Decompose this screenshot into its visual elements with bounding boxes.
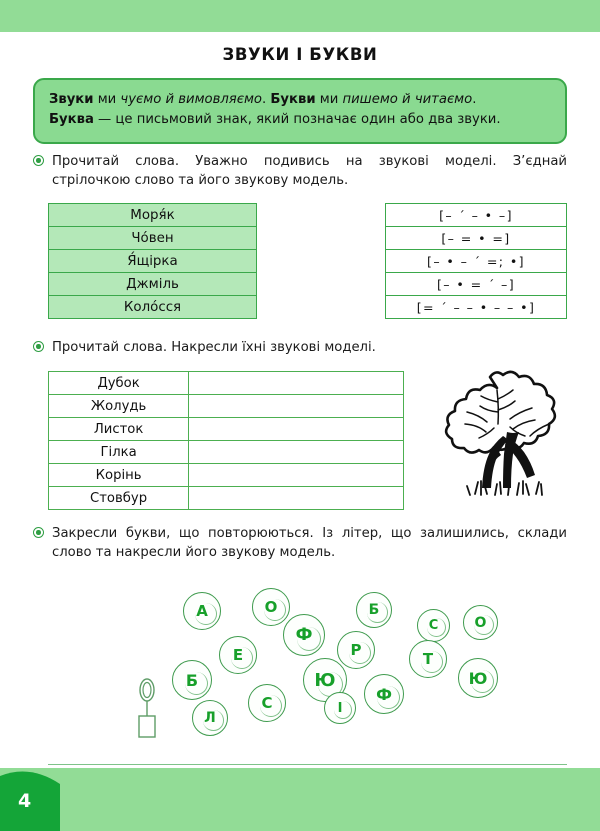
word-cell-2[interactable]: Чо́вен [49, 227, 257, 250]
letter-bubble-label: С [428, 618, 439, 633]
table-row[interactable] [49, 395, 404, 418]
letter-bubble[interactable] [324, 692, 356, 724]
sound-model-cell-5[interactable]: [= ´ – – • – – •] [386, 296, 567, 319]
letter-bubble-label: Ю [314, 669, 336, 691]
table-row[interactable] [49, 250, 257, 273]
exercise-2-table [48, 371, 404, 510]
letter-bubble[interactable] [463, 605, 498, 640]
letter-bubble[interactable] [283, 614, 325, 656]
word-cell-4[interactable]: Гілка [49, 441, 189, 464]
letter-bubble-label: Ф [295, 625, 313, 645]
answer-cell-3[interactable] [189, 418, 404, 441]
table-row[interactable] [49, 487, 404, 510]
rule-term-letters: Букви [270, 92, 316, 107]
letter-bubble[interactable] [417, 609, 450, 642]
oak-tree-icon [437, 366, 583, 512]
task-2-line-1: Прочитай слова. Накресли їхні звукові моделі. [52, 340, 376, 355]
letter-bubble-label: Ю [468, 668, 488, 688]
letter-bubble-label: Ф [376, 684, 392, 704]
table-row[interactable] [386, 227, 567, 250]
letter-bubble[interactable] [356, 592, 392, 628]
page-title: ЗВУКИ І БУКВИ [222, 45, 378, 64]
letter-bubble-label: С [261, 694, 273, 712]
rule-line-2 [49, 110, 551, 130]
letter-bubble[interactable] [183, 592, 221, 630]
rule-line-1 [49, 90, 551, 110]
letter-bubble[interactable] [192, 700, 228, 736]
answer-cell-2[interactable] [189, 395, 404, 418]
letter-bubble-label: Б [368, 602, 380, 618]
task-3-line-1: Закресли букви, що повторюються. Із літер, що залишились, склади [52, 526, 567, 541]
bubble-highlight [334, 701, 352, 719]
letter-bubble-label: Б [185, 670, 199, 690]
table-row[interactable] [49, 464, 404, 487]
table-row[interactable] [49, 418, 404, 441]
word-cell-5[interactable]: Корінь [49, 464, 189, 487]
letter-bubble[interactable] [364, 674, 404, 714]
table-row[interactable] [49, 227, 257, 250]
letter-bubble-label: Т [422, 650, 434, 668]
rule-text-1h: . [472, 92, 477, 107]
rule-text-1f: ми [315, 92, 343, 107]
rule-text-1d: . [261, 92, 271, 107]
page-number: 4 [18, 790, 32, 812]
rule-box [33, 78, 567, 144]
letter-bubble[interactable] [252, 588, 290, 626]
word-cell-4[interactable]: Джміль [49, 273, 257, 296]
letter-bubble[interactable] [337, 631, 375, 669]
bullet-icon [33, 527, 44, 538]
exercise-1-words-table [48, 203, 257, 319]
table-row[interactable] [49, 372, 404, 395]
table-row[interactable] [49, 441, 404, 464]
word-cell-3[interactable]: Листок [49, 418, 189, 441]
rule-term-sounds: Звуки [49, 92, 94, 107]
word-cell-5[interactable]: Коло́сся [49, 296, 257, 319]
rule-text-1b: ми [93, 92, 121, 107]
bullet-icon [33, 155, 44, 166]
sound-model-cell-1[interactable]: [– ´ – • –] [386, 204, 567, 227]
table-row[interactable] [386, 204, 567, 227]
sound-model-cell-3[interactable]: [– • – ´ =; •] [386, 250, 567, 273]
bullet-icon [33, 341, 44, 352]
answer-cell-1[interactable] [189, 372, 404, 395]
letter-bubble[interactable] [409, 640, 447, 678]
word-cell-6[interactable]: Стовбур [49, 487, 189, 510]
table-row[interactable] [386, 250, 567, 273]
rule-text-1g: пишемо й читаємо [342, 92, 473, 107]
word-cell-2[interactable]: Жолудь [49, 395, 189, 418]
task-3-line-2: слово та накресли його звукову модель. [52, 545, 336, 561]
word-cell-3[interactable]: Я́щірка [49, 250, 257, 273]
answer-cell-4[interactable] [189, 441, 404, 464]
table-row[interactable] [49, 204, 257, 227]
task-1 [33, 152, 567, 190]
rule-text-1c: чуємо й вимовляємо [120, 92, 262, 107]
table-row[interactable] [386, 296, 567, 319]
sound-model-cell-4[interactable]: [– • = ´ –] [386, 273, 567, 296]
task-2 [33, 338, 567, 357]
letter-bubble[interactable] [219, 636, 257, 674]
exercise-1-models-table [385, 203, 567, 319]
task-1-line-1: Прочитай слова. Уважно подивись на звукові моделі. З’єднай [52, 154, 567, 169]
answer-cell-5[interactable] [189, 464, 404, 487]
word-cell-1[interactable]: Моря́к [49, 204, 257, 227]
sound-model-cell-2[interactable]: [– = • =] [386, 227, 567, 250]
bubble-wand-icon [130, 676, 164, 738]
letter-bubble-label: І [337, 700, 343, 716]
letter-bubble[interactable] [248, 684, 286, 722]
letter-bubble-label: Е [232, 646, 244, 664]
rule-term-letter: Буква [49, 112, 94, 128]
task-3 [33, 524, 567, 562]
table-row[interactable] [386, 273, 567, 296]
letter-bubble[interactable] [458, 658, 498, 698]
letter-bubble-label: Л [204, 710, 216, 726]
letter-bubble-label: О [474, 614, 487, 631]
letter-bubble-label: А [196, 602, 208, 620]
letter-bubble-label: О [264, 598, 278, 616]
letter-bubble[interactable] [172, 660, 212, 700]
task-1-line-2: стрілочкою слово та його звукову модель. [52, 173, 349, 189]
letter-bubble-label: Р [350, 641, 362, 659]
table-row[interactable] [49, 296, 257, 319]
answer-cell-6[interactable] [189, 487, 404, 510]
rule-text-2b: — це письмовий знак, який позначає один або два звуки. [93, 112, 501, 128]
word-cell-1[interactable]: Дубок [49, 372, 189, 395]
footer-divider [48, 764, 567, 765]
table-row[interactable] [49, 273, 257, 296]
